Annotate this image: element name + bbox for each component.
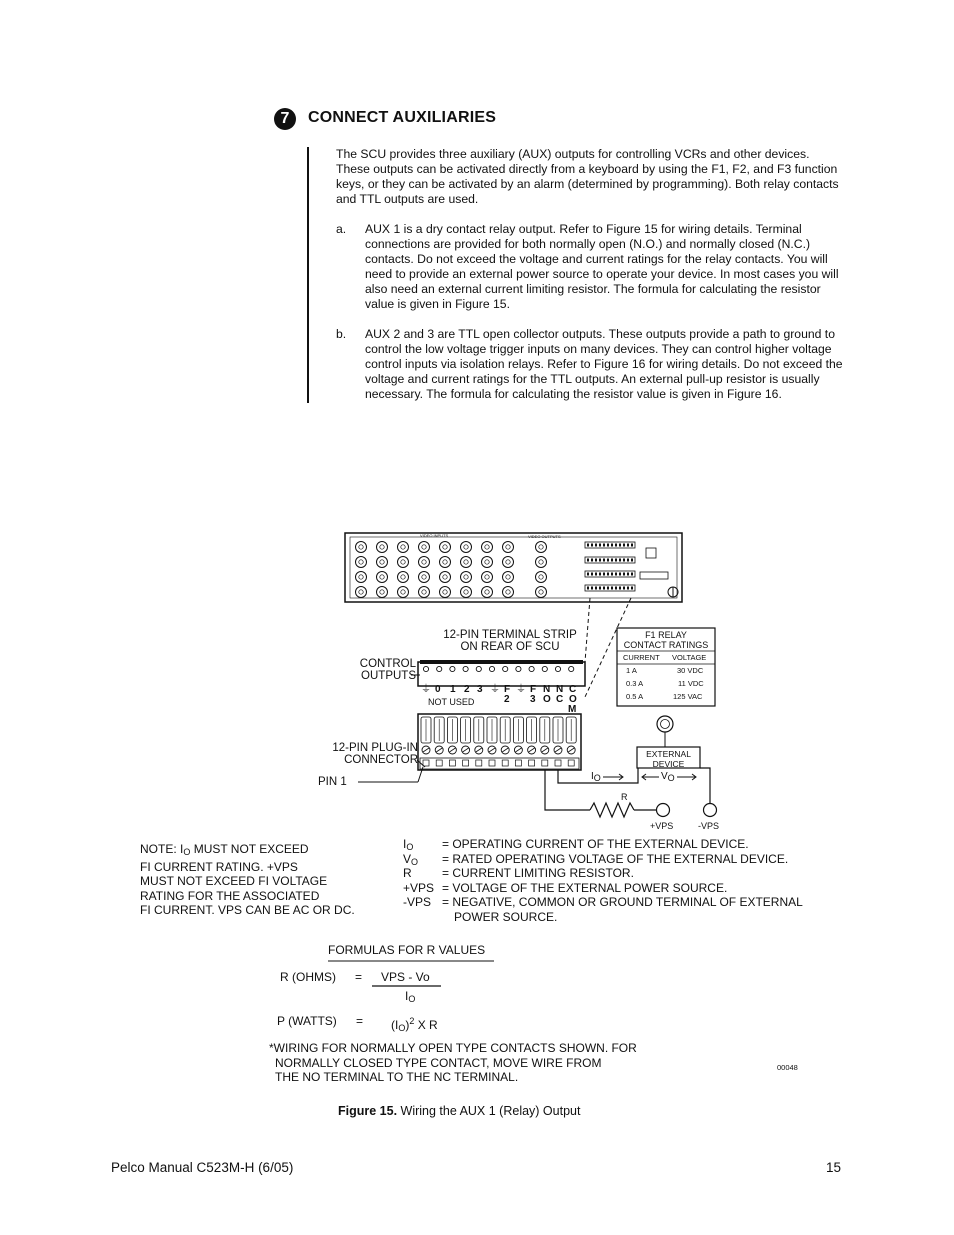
strip-hole [503,666,508,671]
caption-label: Figure 15. [338,1104,398,1118]
pin-mark: 1 [450,684,456,695]
vo-symbol: V [661,771,668,782]
plugin-connector [418,714,581,770]
panel-terminal-pin [627,544,629,547]
ratings-cell: 0.5 A [626,692,644,701]
panel-terminal-pin [611,544,613,547]
strip-hole [450,666,455,671]
plugin-label-line1: 12-PIN PLUG-IN [332,742,418,754]
item-a-text: AUX 1 is a dry contact relay output. Refer to Figure 15 for wiring details. Terminal connections are provided for both normally open (N.O.) and normally closed (N.C.) contacts. Do not exceed the voltage and current ratings for the relay contacts. You will need to provide an external power source to operate your device. In most cases you will also need an external current limiting resistor. The formula for calculating the resistor value is given in Figure 15. [365,222,839,311]
bnc-connector [482,587,493,598]
bnc-connector [356,557,367,568]
panel-terminal-pin [591,544,593,547]
note-line3: MUST NOT EXCEED FI VOLTAGE [140,874,328,888]
bnc-connector [482,542,493,553]
plug-wire-port [449,760,455,766]
pin-mark: N [543,684,551,695]
r-formula-eq: = [355,970,363,984]
bnc-connector [377,587,388,598]
strip-hole [463,666,468,671]
strip-hole [489,666,494,671]
bnc-output [536,542,547,553]
panel-terminal-pin [595,559,597,562]
panel-terminal-pin [627,573,629,576]
footer-page-number: 15 [826,1160,842,1175]
strip-hole [569,666,574,671]
ratings-cell: 11 VDC [678,679,704,688]
p-close: ) [405,1018,410,1032]
panel-terminal-pin [615,559,617,562]
panel-terminal-pin [631,544,633,547]
bnc-connector [482,572,493,583]
resistor-label: R [621,792,628,802]
formulas-title: FORMULAS FOR R VALUES [328,943,486,957]
ratings-cell: 1 A [626,666,637,675]
panel-terminal-pin [623,544,625,547]
bnc-connector [419,587,430,598]
bnc-connector [398,572,409,583]
bnc-connector [377,572,388,583]
bnc-connector [419,542,430,553]
def-sym: I [403,837,407,851]
external-device-line1: EXTERNAL [646,749,691,759]
bnc-connector [419,557,430,568]
panel-terminal-pin [603,544,605,547]
step-number-badge: 7 [274,108,296,130]
panel-terminal-pin [619,559,621,562]
ratings-cell: 30 VDC [677,666,704,675]
pin1-label: PIN 1 [318,776,347,788]
bnc-connector [356,572,367,583]
ratings-title [617,630,715,650]
p-formula-rhs [391,1014,438,1036]
note-line1 [140,842,380,860]
bnc-output [536,557,547,568]
panel-terminal-pin [603,559,605,562]
panel-terminal-pin [623,559,625,562]
bnc-connector [461,542,472,553]
panel-terminal-pin [595,587,597,590]
ground-symbol: ⏚ [490,684,500,695]
pin-mark: 3 [477,684,483,695]
panel-terminal-pin [603,573,605,576]
panel-terminal-pin [591,559,593,562]
bnc-connector [356,542,367,553]
terminal-strip-label [420,629,600,653]
note-line5: FI CURRENT. VPS CAN BE AC OR DC. [140,903,355,917]
panel-terminal-pin [591,573,593,576]
pin-mark: F [530,684,537,695]
bnc-connector [356,587,367,598]
strip-hole [516,666,521,671]
plug-wire-port [423,760,429,766]
panel-terminal-pin [599,544,601,547]
panel-terminal-pin [631,573,633,576]
definition-text: = OPERATING CURRENT OF THE EXTERNAL DEVICE. [442,837,749,851]
plug-wire-port [515,760,521,766]
strip-hole [529,666,534,671]
control-outputs-line2: OUTPUTS [361,670,416,682]
panel-terminal-pin [587,573,589,576]
panel-terminal-pin [599,587,601,590]
bnc-connector [503,572,514,583]
panel-terminal-pin [599,559,601,562]
panel-terminal-pin [599,573,601,576]
note-line1-rest: MUST NOT EXCEED [190,842,309,856]
bnc-connector [419,572,430,583]
definition-symbol: -VPS [403,895,432,909]
bnc-connector [398,587,409,598]
item-a-label: a. [336,222,347,236]
note-line4: RATING FOR THE ASSOCIATED [140,888,320,903]
ratings-header-voltage: VOLTAGE [672,653,707,662]
plug-wire-port [436,760,442,766]
bnc-output [536,572,547,583]
wiring-note-line2: NORMALLY CLOSED TYPE CONTACT, MOVE WIRE FROM [275,1055,602,1070]
r-formula-numerator: VPS - Vo [381,970,430,984]
wiring-note [269,1041,689,1085]
video-outputs-label: VIDEO OUTPUTS [528,534,561,539]
definition-text: = RATED OPERATING VOLTAGE OF THE EXTERNAL DEVICE. [442,851,789,866]
scu-rear-panel [345,533,682,602]
plus-vps-label: +VPS [650,821,674,831]
plug-wire-port [568,760,574,766]
panel-terminal-pin [619,587,621,590]
panel-terminal-pin [607,544,609,547]
io-sub: O [593,773,601,783]
plug-wire-port [489,760,495,766]
strip-hole [423,666,428,671]
definition-text: = VOLTAGE OF THE EXTERNAL POWER SOURCE. [442,880,728,895]
p-formula-lhs: P (WATTS) [277,1014,337,1028]
note-prefix: NOTE: I [140,842,184,856]
plugin-connector-label [316,742,418,766]
pin-mark: N [556,684,564,695]
bnc-connector [503,587,514,598]
definition-row [403,852,843,867]
ground-symbol: ⏚ [516,684,526,695]
pin-mark: O [543,694,551,705]
p-formula-eq: = [356,1014,364,1028]
panel-terminal-pin [587,559,589,562]
panel-terminal-pin [611,573,613,576]
strip-hole [476,666,481,671]
remote-connector [640,572,668,579]
bnc-connector [503,557,514,568]
panel-terminal-pin [587,544,589,547]
caption-text: Wiring the AUX 1 (Relay) Output [397,1104,581,1118]
plug-wire-port [555,760,561,766]
plug-wire-port [502,760,508,766]
plug-wire-port [463,760,469,766]
panel-terminal-pin [611,587,613,590]
plugin-label-line2: CONNECTOR [344,754,418,766]
pin-mark: 2 [504,694,510,705]
strip-hole [437,666,442,671]
panel-terminal-pin [595,544,597,547]
plug-wire-port [529,760,535,766]
figure-id: 00048 [777,1063,798,1072]
item-b-label: b. [336,327,347,341]
bnc-connector [461,557,472,568]
bnc-connector [461,587,472,598]
panel-terminal-pin [591,587,593,590]
panel-terminal-pin [627,559,629,562]
not-used-label: NOT USED [428,697,475,707]
panel-terminal-pin [619,544,621,547]
bnc-output [536,587,547,598]
pin-mark: C [556,694,564,705]
definitions-list [403,837,843,924]
io-symbol: I [591,771,594,782]
panel-terminal-pin [607,573,609,576]
definition-symbol: R [403,866,412,880]
control-outputs-label [346,658,416,682]
panel-terminal-pin [631,587,633,590]
intro-paragraph: The SCU provides three auxiliary (AUX) outputs for controlling VCRs and other devices. These outputs can be activated directly from a keyboard by using the F1, F2, and F3 function keys, or they can be activated by an alarm (determined by programming). Both relay contacts and TTL outputs are used. [336,147,839,206]
bnc-connector [398,542,409,553]
bnc-connector [482,557,493,568]
definition-text: = NEGATIVE, COMMON OR GROUND TERMINAL OF EXTERNAL [442,895,803,909]
panel-terminal-pin [603,587,605,590]
current-rating-note [140,842,380,918]
pin-mark: C [569,684,577,695]
item-b-text: AUX 2 and 3 are TTL open collector outputs. These outputs provide a path to ground to control the low voltage trigger inputs on many devices. They can control higher voltage control inputs via isolation relays. Refer to Figure 16 for wiring details. Do not exceed the voltage and current ratings for the TTL outputs. An external pull-up resistor is usually necessary. The formula for calculating the resistor value is given in Figure 16. [365,327,843,401]
note-line2: FI CURRENT RATING. +VPS [140,859,298,874]
panel-terminal-pin [631,559,633,562]
pin-mark: M [568,704,577,715]
ground-symbol: ⏚ [421,684,431,695]
terminal-strip-label-line1: 12-PIN TERMINAL STRIP [443,629,577,641]
panel-terminal-pin [587,587,589,590]
panel-terminal-pin [623,587,625,590]
vo-sub: O [667,773,675,783]
ratings-title-line1: F1 RELAY [645,630,687,640]
plug-wire-port [476,760,482,766]
strip-hole [555,666,560,671]
minus-vps-label: -VPS [698,821,720,831]
bnc-connector [440,542,451,553]
def-sub: O [406,842,414,852]
panel-terminal-pin [611,559,613,562]
bnc-connector [461,572,472,583]
def-sym: V [403,851,412,866]
bnc-connector [398,557,409,568]
terminal-strip [418,660,585,686]
panel-terminal-pin [607,587,609,590]
pin-mark: 3 [530,694,536,705]
bnc-connector [440,587,451,598]
plug-wire-port [542,760,548,766]
definition-symbol: +VPS [403,880,435,895]
r-den-sym: I [405,989,409,1003]
wiring-note-line1: *WIRING FOR NORMALLY OPEN TYPE CONTACTS SHOWN. FOR [269,1041,637,1055]
def-sub: O [411,856,419,867]
definition-row [403,837,843,852]
ratings-title-line2: CONTACT RATINGS [623,640,709,650]
panel-terminal-pin [615,544,617,547]
figure-caption [338,1104,580,1118]
pin-mark: 2 [464,684,470,695]
footer-manual-id: Pelco Manual C523M-H (6/05) [111,1160,294,1175]
external-device-label [637,749,700,769]
panel-terminal-pin [615,573,617,576]
note-sub: O [183,847,191,857]
bnc-connector [440,572,451,583]
panel-terminal-pin [607,559,609,562]
definition-text: = CURRENT LIMITING RESISTOR. [442,866,634,880]
panel-terminal-pin [627,587,629,590]
ratings-cell: 0.3 A [626,679,644,688]
definition-row [403,895,843,910]
p-rest: X R [414,1018,438,1032]
definition-continuation: POWER SOURCE. [454,909,558,924]
bnc-connector [503,542,514,553]
panel-terminal-pin [595,573,597,576]
definition-row [403,910,843,925]
r-formula-lhs: R (OHMS) [280,970,336,984]
io-label [591,771,601,783]
wiring-note-line3: THE NO TERMINAL TO THE NC TERMINAL. [275,1070,519,1084]
panel-terminal-pin [619,573,621,576]
definition-row [403,866,843,881]
p-open: (I [391,1018,399,1032]
definition-row [403,881,843,896]
bnc-connector [377,542,388,553]
p-sub: O [398,1023,406,1033]
panel-terminal-pin [615,587,617,590]
ratings-header-current: CURRENT [623,653,660,662]
r-den-sub: O [408,994,416,1004]
p-sup: 2 [409,1016,415,1026]
pin-mark: 0 [435,684,441,695]
panel-terminal-pin [623,573,625,576]
bnc-connector [440,557,451,568]
terminal-strip-label-line2: ON REAR OF SCU [460,641,560,653]
external-device-line2: DEVICE [652,759,685,769]
pin-mark: O [569,694,577,705]
r-formula-denominator [405,989,415,1007]
strip-hole [542,666,547,671]
pin-mark: F [504,684,511,695]
vo-label [661,771,675,783]
control-outputs-line1: CONTROL [359,658,416,670]
video-inputs-label: VIDEO INPUTS [420,533,449,538]
bnc-connector [377,557,388,568]
ratings-cell: 125 VAC [673,692,703,701]
section-title: CONNECT AUXILIARIES [308,109,497,126]
